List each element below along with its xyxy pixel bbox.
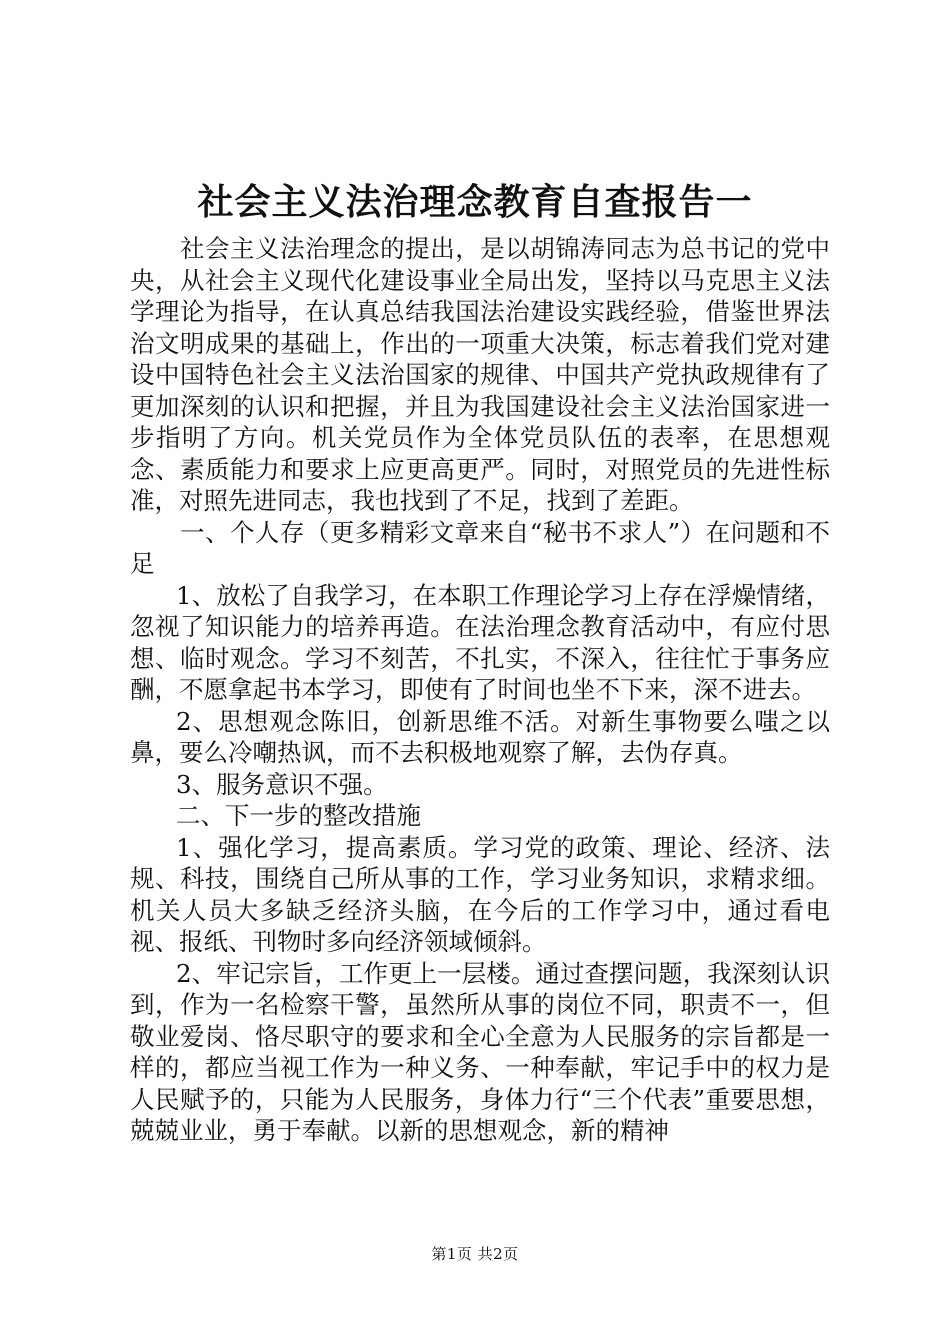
paragraph-measure-1: 1、强化学习，提高素质。学习党的政策、理论、经济、法规、科技，围绕自己所从事的工作，学习业务知识，求精求细。机关人员大多缺乏经济头脑，在今后的工作学习中，通过看电视、报纸、刊物时多向经济领域倾斜。 [130, 832, 830, 956]
paragraph-problem-3: 3、服务意识不强。 [176, 769, 388, 799]
paragraph-problem-2: 2、思想观念陈旧，创新思维不活。对新生事物要么嗤之以鼻，要么冷嘲热讽，而不去积极地观察了解，去伪存真。 [130, 706, 830, 767]
paragraph-problem-1: 1、放松了自我学习，在本职工作理论学习上存在浮燥情绪，忽视了知识能力的培养再造。在法治理念教育活动中，有应付思想、临时观念。学习不刻苦，不扎实，不深入，往往忙于事务应酬，不愿拿起书本学习，即使有了时间也坐不下来，深不进去。 [130, 580, 830, 704]
paragraph-measure-2: 2、牢记宗旨，工作更上一层楼。通过查摆问题，我深刻认识到，作为一名检察干警，虽然所从事的岗位不同，职责不一，但敬业爱岗、恪尽职守的要求和全心全意为人民服务的宗旨都是一样的，都应当视工作为一种义务、一种奉献，牢记手中的权力是人民赋予的，只能为人民服务，身体力行“三个代表”重要思想，兢兢业业，勇于奉献。以新的思想观念，新的精神 [130, 958, 830, 1145]
document-title: 社会主义法治理念教育自查报告一 [197, 181, 753, 223]
section-heading-measures: 二、下一步的整改措施 [176, 801, 421, 830]
section-heading-problems: 一、个人存（更多精彩文章来自“秘书不求人”）在问题和不足 [130, 517, 830, 578]
document-body [130, 233, 830, 1147]
page-footer: 第1页 共2页 [431, 1245, 519, 1263]
paragraph-intro: 社会主义法治理念的提出，是以胡锦涛同志为总书记的党中央，从社会主义现代化建设事业全局出发，坚持以马克思主义法学理论为指导，在认真总结我国法治建设实践经验，借鉴世界法治文明成果的基础上，作出的一项重大决策，标志着我们党对建设中国特色社会主义法治国家的规律、中国共产党执政规律有了更加深刻的认识和把握，并且为我国建设社会主义法治国家进一步指明了方向。机关党员作为全体党员队伍的表率，在思想观念、素质能力和要求上应更高更严。同时，对照党员的先进性标准，对照先进同志，我也找到了不足，找到了差距。 [130, 234, 830, 515]
